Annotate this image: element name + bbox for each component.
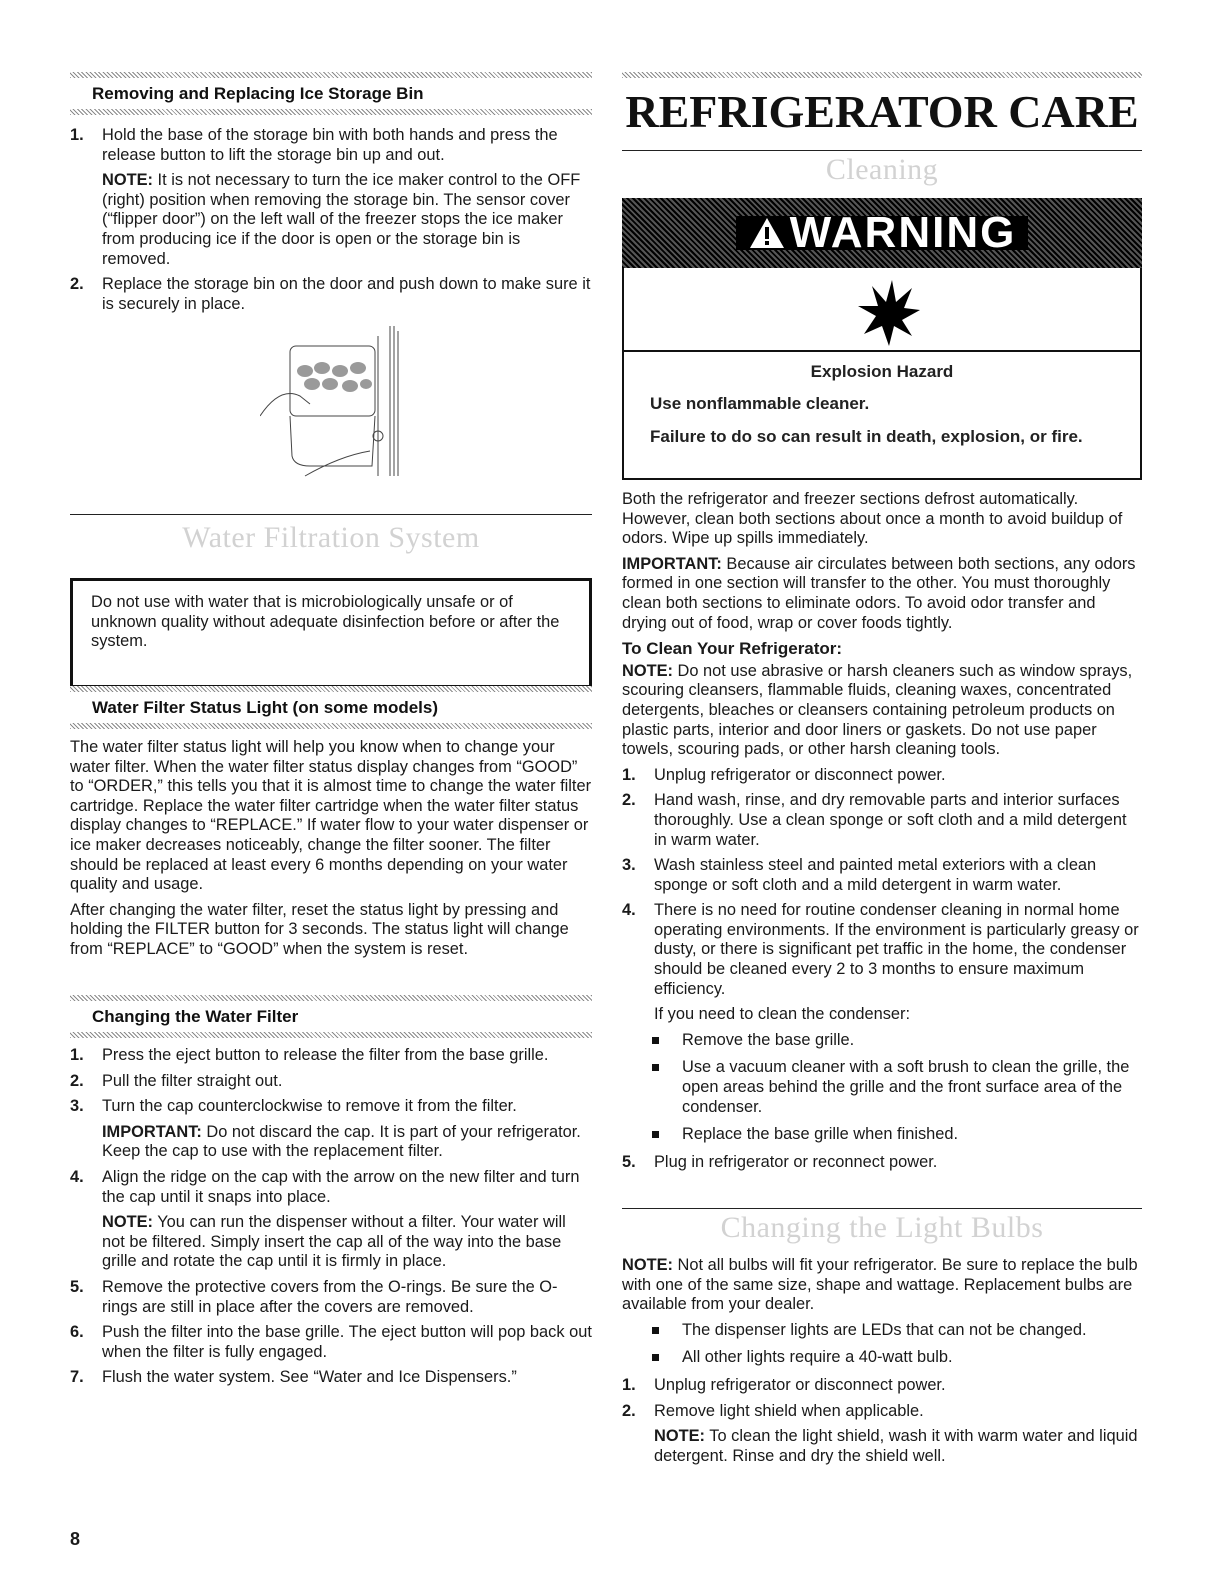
cleaning-steps [622,766,1142,1025]
list-item: 5. Remove the protective covers from the O-rings. Be sure the O-rings are still in place after the covers are removed. [70,1277,558,1316]
list-item: 5. Plug in refrigerator or reconnect power. [622,1152,938,1171]
bullet-item: Use a vacuum cleaner with a soft brush to clean the grille, the open areas behind the grille and the front surface area of the condenser. [622,1058,1142,1117]
hazard-title: Explosion Hazard [810,362,954,381]
paragraph: NOTE: Not all bulbs will fit your refrigerator. Be sure to replace the bulb with one of the same size, shape and wattage. Replacement bulbs are available from your dealer. [622,1256,1138,1314]
warning-banner [622,198,1142,268]
bullet-item: All other lights require a 40-watt bulb. [622,1348,1142,1368]
note: IMPORTANT: Do not discard the cap. It is part of your refrigerator. Keep the cap to use with the replacement filter. [102,1122,581,1161]
list-item: 3. Wash stainless steel and painted metal exteriors with a clean sponge or soft cloth and a mild detergent in warm water. [622,856,1097,894]
section-divider [70,723,592,729]
clean-heading: To Clean Your Refrigerator: [622,639,843,659]
warning-line-1: Use nonflammable cleaner. [650,393,870,413]
warning-panel [622,198,1142,480]
page-title: REFRIGERATOR CARE [625,86,1139,137]
list-item: 2. Pull the filter straight out. [70,1071,283,1090]
warning-line-2: Failure to do so can result in death, explosion, or fire. [650,427,1083,447]
rule [622,150,1142,151]
list-item: 4. Align the ridge on the cap with the arrow on the new filter and turn the cap until it snaps into place. NOTE: You can run the dispenser without a filter. Your water will not be filtered. Simply insert the cap all of the way into the base grille and rotate the cap until it is firmly in place. [70,1168,592,1272]
list-item: 3. Turn the cap counterclockwise to remove it from the filter. IMPORTANT: Do not discard the cap. It is part of your refrigerator. Keep the cap to use with the replacement filter. [70,1097,592,1162]
bulbs-title: Changing the Light Bulbs [720,1211,1044,1244]
ice-bin-steps [70,126,592,320]
bullet-item: The dispenser lights are LEDs that can not be changed. [622,1321,1142,1341]
rule [622,1208,1142,1209]
paragraph: IMPORTANT: Because air circulates between both sections, any odors formed in one section will transfer to the other. You must thoroughly clean both sections to eliminate odors. To avoid odor transfer and drying out of food, wrap or cover foods tightly. [622,554,1136,632]
warning-body [622,352,1142,480]
bulbs-bullets [622,1321,1142,1368]
note: NOTE: You can run the dispenser without a filter. Your water will not be filtered. Simply insert the cap all of the way into the base grille and rotate the cap until it is firmly in place. [102,1213,566,1271]
page-number: 8 [70,1529,81,1549]
warning-icon-area [622,268,1142,352]
cleaning-steps-end [622,1153,1142,1173]
list-item: 1. Press the eject button to release the filter from the base grille. [70,1046,549,1064]
changing-filter-heading: Changing the Water Filter [92,1007,299,1026]
explosion-icon [854,276,924,346]
cleaning-text [622,490,1142,1178]
condenser-bullets [622,1031,1142,1145]
bulbs-text [622,1256,1142,1472]
note: NOTE: To clean the light shield, wash it with warm water and liquid detergent. Rinse and dry the shield well. [654,1427,1138,1465]
water-filtration-title: Water Filtration System [182,521,480,554]
warning-label: WARNING [736,216,1029,250]
warning-box [70,578,592,688]
status-light-heading: Water Filter Status Light (on some models) [92,698,439,717]
list-item: 7. Flush the water system. See “Water and Ice Dispensers.” [70,1368,517,1387]
bullet-item: Replace the base grille when finished. [622,1125,1142,1145]
paragraph: The water filter status light will help you know when to change your water filter. When the water filter status display changes from “GOOD” to “ORDER,” this tells you that it is almost time to change the water filter cartridge. Replace the water filter cartridge when the water filter status display changes to “REPLACE.” If water flow to your water dispenser or ice maker decreases noticeably, change the filter sooner. The filter should be replaced at least every 6 months depending on your water quality and usage. [70,738,592,894]
list-item: 2. Hand wash, rinse, and dry removable parts and interior surfaces thoroughly. Use a clean sponge or soft cloth and a mild detergent in warm water. [622,791,1127,849]
list-item: 2. Remove light shield when applicable. NOTE: To clean the light shield, wash it with warm water and liquid detergent. Rinse and dry the shield well. [622,1402,1142,1467]
list-item: 1. Unplug refrigerator or disconnect power. [622,765,946,784]
cleaning-title: Cleaning [825,153,939,186]
note: If you need to clean the condenser: [654,1005,911,1024]
section-divider [70,1032,592,1038]
box-text: Do not use with water that is microbiologically unsafe or of unknown quality without adequate disinfection before or after the system. [91,593,560,651]
list-item: 2. Replace the storage bin on the door and push down to make sure it is securely in place. [70,275,591,313]
rule [70,514,592,515]
warning-triangle-icon [748,216,786,250]
list-item: 4. There is no need for routine condenser cleaning in normal home operating environments. If the environment is particularly greasy or dusty, or there is significant pet traffic in the home, the condenser should be cleaned every 2 to 3 months to ensure maximum efficiency. If you need to clean the condenser: [622,901,1142,1025]
changing-filter-steps [70,1046,592,1394]
paragraph: After changing the water filter, reset the status light by pressing and holding the FILTER button for 3 seconds. The status light will change from “REPLACE” to “GOOD” when the system is reset. [70,900,569,958]
status-light-text [70,738,592,966]
section-divider [622,72,1142,78]
paragraph: NOTE: Do not use abrasive or harsh cleaners such as window sprays, scouring cleansers, flammable fluids, cleaning waxes, concentrated detergents, bleaches or cleansers containing petroleum products on plastic parts, interior and door liners or gaskets. Do not use paper towels, scouring pads, or other harsh cleaning tools. [622,661,1133,759]
section-divider [70,109,592,115]
note: NOTE: It is not necessary to turn the ice maker control to the OFF (right) position when removing the storage bin. The sensor cover (“flipper door”) on the left wall of the freezer stops the ice maker from producing ice if the door is open or the storage bin is removed. [102,171,581,268]
list-item: 1. Hold the base of the storage bin with both hands and press the release button to lift the storage bin up and out. NOTE: It is not necessary to turn the ice maker control to the OFF (right) position when removing the storage bin. The sensor cover (“flipper door”) on the left wall of the freezer stops the ice maker from producing ice if the door is open or the storage bin is removed. [70,126,592,269]
list-item: 6. Push the filter into the base grille. The eject button will pop back out when the filter is fully engaged. [70,1323,592,1361]
ice-bin-illustration [260,326,450,486]
bullet-item: Remove the base grille. [622,1031,1142,1051]
bulbs-steps [622,1376,1142,1466]
paragraph: Both the refrigerator and freezer sections defrost automatically. However, clean both sections about once a month to avoid buildup of odors. Wipe up spills immediately. [622,490,1123,548]
ice-bin-heading: Removing and Replacing Ice Storage Bin [92,84,424,103]
list-item: 1. Unplug refrigerator or disconnect power. [622,1375,946,1394]
